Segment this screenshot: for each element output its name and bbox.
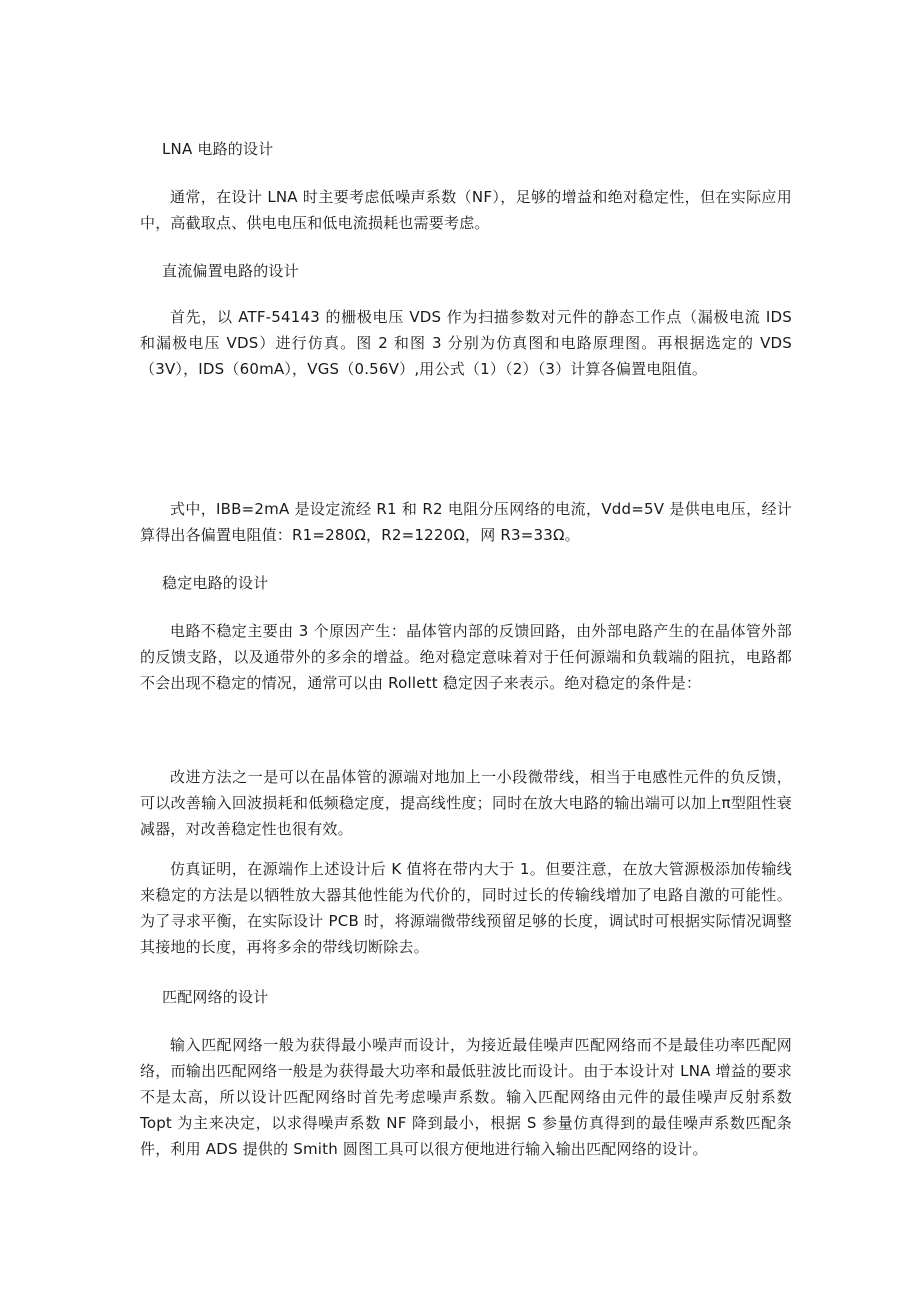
heading-matching-network: 匹配网络的设计 [162, 988, 269, 1006]
paragraph-simulation: 仿真证明，在源端作上述设计后 K 值将在带内大于 1。但要注意，在放大管源极添加传输线来稳定的方法是以牺牲放大器其他性能为代价的，同时过长的传输线增加了电路自激的可能性。为了寻求平衡，在实际设计 PCB 时，将源端微带线预留足够的长度，调试时可根据实际情况调整其接地的长度，再将多余的带线切断除去。 [140, 860, 792, 956]
paragraph-stability: 电路不稳定主要由 3 个原因产生：晶体管内部的反馈回路，由外部电路产生的在晶体管外部的反馈支路，以及通带外的多余的增益。绝对稳定意味着对于任何源端和负载端的阻抗，电路都不会出现不稳定的情况，通常可以由 Rollett 稳定因子来表示。绝对稳定的条件是： [140, 622, 792, 692]
heading-stability: 稳定电路的设计 [162, 574, 269, 592]
paragraph-dc-bias: 首先，以 ATF-54143 的栅极电压 VDS 作为扫描参数对元件的静态工作点（漏极电流 IDS 和漏极电压 VDS）进行仿真。图 2 和图 3 分别为仿真图和电路原理图。再根据选定的 VDS（3V），IDS（60mA），VGS（0.56V）,用公式（1）（2）（3）计算各偏置电阻值。 [140, 308, 792, 378]
paragraph-matching-network: 输入匹配网络一般为获得最小噪声而设计，为接近最佳噪声匹配网络而不是最佳功率匹配网络，而输出匹配网络一般是为获得最大功率和最低驻波比而设计。由于本设计对 LNA 增益的要求不是太高，所以设计匹配网络时首先考虑噪声系数。输入匹配网络由元件的最佳噪声反射系数 Topt 为主来决定，以求得噪声系数 NF 降到最小，根据 S 参量仿真得到的最佳噪声系数匹配条件，利用 ADS 提供的 Smith 圆图工具可以很方便地进行输入输出匹配网络的设计。 [140, 1036, 792, 1158]
paragraph-improvement: 改进方法之一是可以在晶体管的源端对地加上一小段微带线，相当于电感性元件的负反馈，可以改善输入回波损耗和低频稳定度，提高线性度；同时在放大电路的输出端可以加上π型阻性衰减器，对改善稳定性也很有效。 [140, 768, 792, 838]
heading-dc-bias: 直流偏置电路的设计 [162, 262, 299, 280]
paragraph-intro: 通常，在设计 LNA 时主要考虑低噪声系数（NF），足够的增益和绝对稳定性，但在实际应用中，高截取点、供电电压和低电流损耗也需要考虑。 [140, 188, 792, 232]
heading-lna-design: LNA 电路的设计 [162, 140, 274, 158]
paragraph-formula-explanation: 式中，IBB=2mA 是设定流经 R1 和 R2 电阻分压网络的电流，Vdd=5V 是供电电压，经计算得出各偏置电阻值：R1=280Ω，R2=1220Ω，网 R3=33Ω。 [140, 500, 792, 544]
